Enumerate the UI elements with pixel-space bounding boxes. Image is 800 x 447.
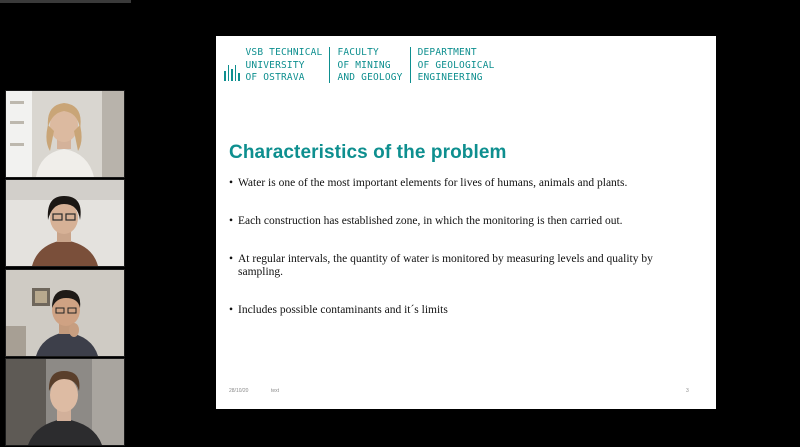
participant-1-image: [6, 91, 124, 177]
university-logo: [224, 47, 322, 85]
participant-video-4[interactable]: [5, 358, 125, 446]
university-line-1: VSB TECHNICAL: [245, 47, 323, 58]
bullet-icon: •: [229, 304, 234, 316]
bullet-icon: •: [229, 215, 234, 227]
slide-footer-date: 28/10/20: [229, 388, 249, 394]
faculty-line-3: AND GEOLOGY: [337, 72, 403, 83]
bullet-item: [229, 177, 699, 190]
shared-slide: [216, 36, 716, 409]
department-line-2: OF GEOLOGICAL: [417, 59, 495, 71]
participant-video-2[interactable]: [5, 179, 125, 267]
top-strip: [0, 0, 131, 3]
vsb-logo-icon: [224, 65, 240, 81]
slide-header: [224, 47, 495, 85]
bullet-item: [229, 215, 699, 228]
slide-footer-text: text: [271, 388, 280, 394]
bullet-icon: •: [229, 253, 234, 265]
participant-video-1[interactable]: [5, 90, 125, 178]
department-name: [418, 47, 495, 85]
university-line-3: OF OSTRAVA: [245, 72, 305, 83]
bullet-item: [229, 304, 699, 317]
faculty-line-2: OF MINING: [337, 59, 391, 71]
faculty-name: [337, 47, 402, 85]
bullet-text: Water is one of the most important elements for lives of humans, animals and plants.: [238, 177, 628, 189]
participant-4-image: [6, 359, 124, 445]
university-name: [246, 47, 323, 85]
slide-title: Characteristics of the problem: [229, 142, 507, 163]
bullet-icon: •: [229, 177, 234, 189]
bullet-item: [229, 253, 699, 279]
bullet-text: Includes possible contaminants and it´s limits: [238, 304, 448, 316]
header-divider: [329, 47, 330, 83]
department-line-1: DEPARTMENT: [417, 47, 477, 58]
slide-page-number: 3: [686, 388, 689, 394]
department-line-3: ENGINEERING: [417, 72, 483, 83]
participant-3-image: [6, 270, 124, 356]
participant-2-image: [6, 180, 124, 266]
header-divider: [410, 47, 411, 83]
bullet-text: Each construction has established zone, in which the monitoring is then carried out.: [238, 215, 623, 227]
bullet-text: At regular intervals, the quantity of water is monitored by measuring levels and quality by sampling.: [238, 253, 653, 278]
university-line-2: UNIVERSITY: [245, 59, 305, 71]
participant-video-3[interactable]: [5, 269, 125, 357]
faculty-line-1: FACULTY: [337, 47, 379, 58]
